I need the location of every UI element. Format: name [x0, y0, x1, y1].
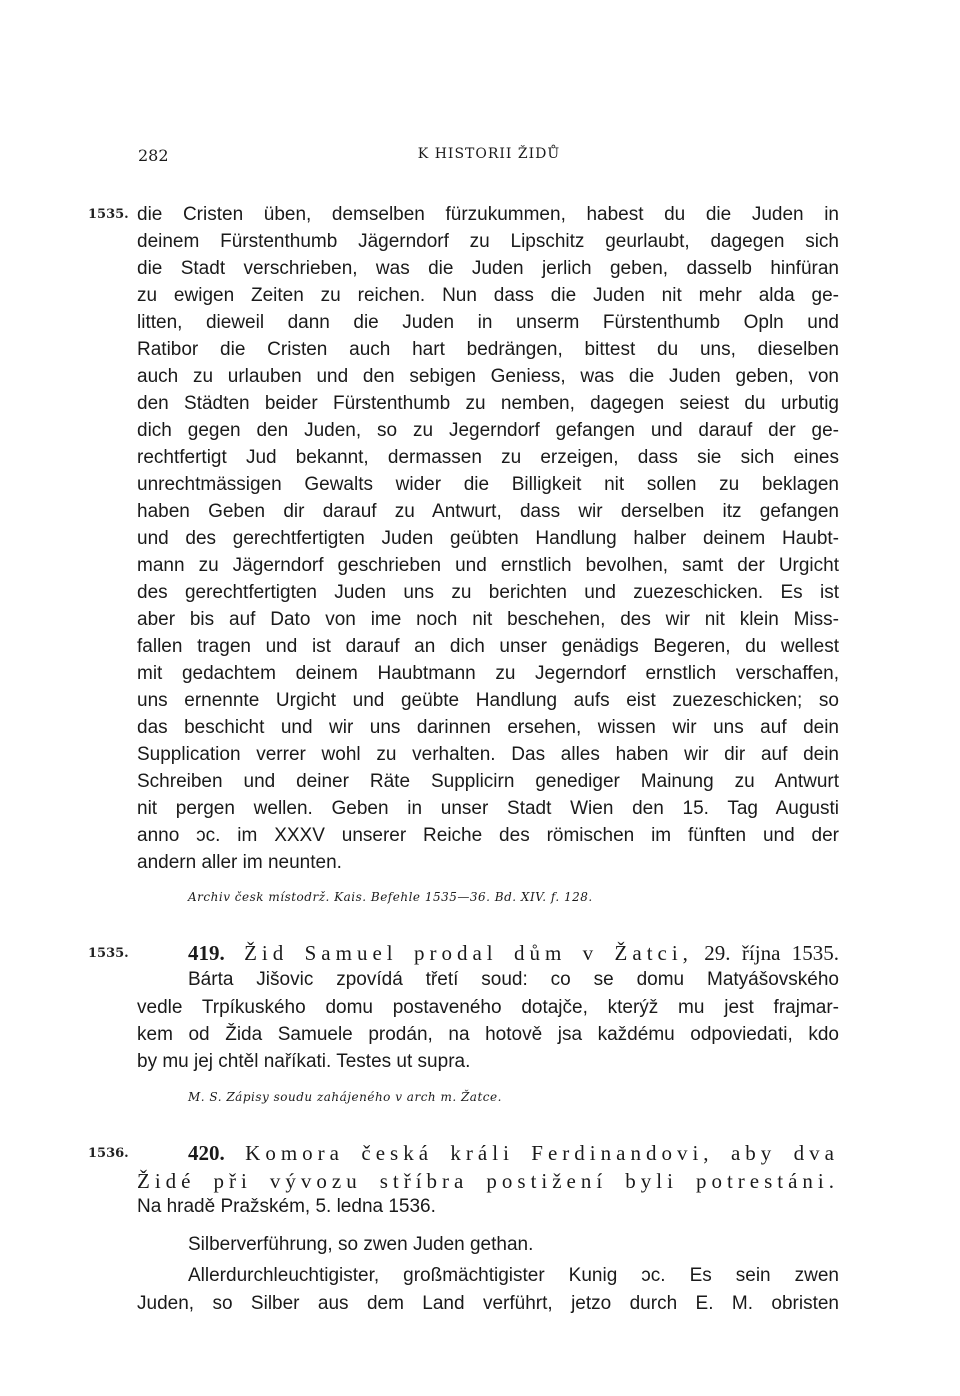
text-line: Juden, so Silber aus dem Land verführt, jetzo durch E. M. obristen: [137, 1293, 839, 1314]
text-line: deinem Fürstenthumb Jägerndorf zu Lipschitz geurlaubt, dagegen sich: [137, 231, 839, 252]
text-line: das beschicht und wir uns darinnen ersehen, wissen wir uns auf dein: [137, 717, 839, 738]
margin-year: 1536.: [88, 1146, 129, 1161]
text-line: auch zu urlauben und den sebigen Geniess, was die Juden geben, von: [137, 366, 839, 387]
entry-place-date: Na hradě Pražském, 5. ledna 1536.: [137, 1196, 436, 1217]
text-line: nit pergen wellen. Geben in unser Stadt Wien den 15. Tag Augusti: [137, 798, 839, 819]
text-line: des gerechtfertigten Juden uns zu berichten und zuezeschicken. Es ist: [137, 582, 839, 603]
entry-heading: [188, 938, 839, 968]
page-number: 282: [138, 146, 169, 165]
text-line: Supplication verrer wohl zu verhalten. Das alles haben wir dir auf dein: [137, 744, 839, 765]
margin-year: 1535.: [88, 207, 129, 222]
text-line: vedle Trpíkuského domu postaveného dotajče, kterýž mu jest frajmar-: [137, 997, 839, 1018]
text-line: rechtfertigt Jud bekannt, dermassen zu erzeigen, dass sie sich eines: [137, 447, 839, 468]
text-line: die Cristen üben, demselben fürzukummen, habest du die Juden in: [137, 204, 839, 225]
text-line: dich gegen den Juden, so zu Jegerndorf gefangen und darauf der ge-: [137, 420, 839, 441]
source-citation: Archiv česk místodrž. Kais. Befehle 1535—36. Bd. XIV. f. 128.: [188, 890, 593, 904]
text-line: Schreiben und deiner Räte Supplicirn genediger Mainung zu Antwurt: [137, 771, 839, 792]
text-line: fallen tragen und ist darauf an dich unser genädigs Begeren, du wellest: [137, 636, 839, 657]
text-line: haben Geben dir darauf zu Antwurt, dass wir derselben itz gefangen: [137, 501, 839, 522]
text-line: unrechtmässigen Gewalts wider die Billigkeit nit sollen zu beklagen: [137, 474, 839, 495]
text-line: den Städten beider Fürstenthumb zu nembеn, dagegen seiest du urbutig: [137, 393, 839, 414]
source-citation: M. S. Zápisy soudu zahájeného v arch m. Žatce.: [188, 1090, 502, 1104]
entry-number: 419.: [188, 941, 225, 965]
running-head: [138, 146, 840, 170]
text-line: und des gerechtfertigten Juden geübten Handlung halber deinem Haubt-: [137, 528, 839, 549]
text-line: zu ewigen Zeiten zu reichen. Nun dass die Juden nit mehr alda ge-: [137, 285, 839, 306]
text-line: aber bis auf Dato von ime noch nit beschehen, des wir nit klein Miss-: [137, 609, 839, 630]
text-line: litten, dieweil dann die Juden in unserm Fürstenthumb Opln und: [137, 312, 839, 333]
entry-title-continued: Židé při vývozu stříbra postižení byli potrestáni.: [137, 1169, 839, 1193]
text-line: uns ernennte Urgicht und geübte Handlung aufs eist zuezeschicken; so: [137, 690, 839, 711]
entry-title: Žid Samuel prodal dům v Žatci,: [244, 941, 693, 965]
text-line: anno ɔc. im XXXV unserer Reiche des römischen im fünften und der: [137, 825, 839, 846]
text-line: Bárta Jišovic zpovídá třetí soud: co se domu Matyášovského: [188, 969, 839, 990]
entry-title: Komora česká králi Ferdinandovi, aby dva: [245, 1141, 839, 1165]
text-line: Silberverführung, so zwen Juden gethan.: [188, 1234, 534, 1255]
running-title: K HISTORII ŽIDŮ: [417, 146, 561, 162]
text-line: die Stadt verschrieben, was die Juden jerlich geben, dasselb hinfüran: [137, 258, 839, 279]
entry-heading: [188, 1138, 839, 1168]
text-line: by mu jej chtěl naříkati. Testes ut supra.: [137, 1051, 471, 1072]
text-line: Allerdurchleuchtigister, großmächtigister Kunig ɔc. Es sein zwen: [188, 1265, 839, 1286]
entry-number: 420.: [188, 1141, 225, 1165]
text-line: Ratibor die Cristen auch hart bedrängen, bittest du uns, dieselben: [137, 339, 839, 360]
text-line: mit gedachtem deinem Haubtmann zu Jegerndorf ernstlich verschaffen,: [137, 663, 839, 684]
text-line: kem od Žida Samuele prodán, na hotově jsa každému odpoviedati, kdo: [137, 1024, 839, 1045]
text-line: andern aller im neunten.: [137, 852, 342, 873]
text-line: mann zu Jägerndorf geschrieben und ernstlich bevolhen, samt der Urgicht: [137, 555, 839, 576]
entry-date: 29. října 1535.: [704, 941, 839, 965]
margin-year: 1535.: [88, 946, 129, 961]
